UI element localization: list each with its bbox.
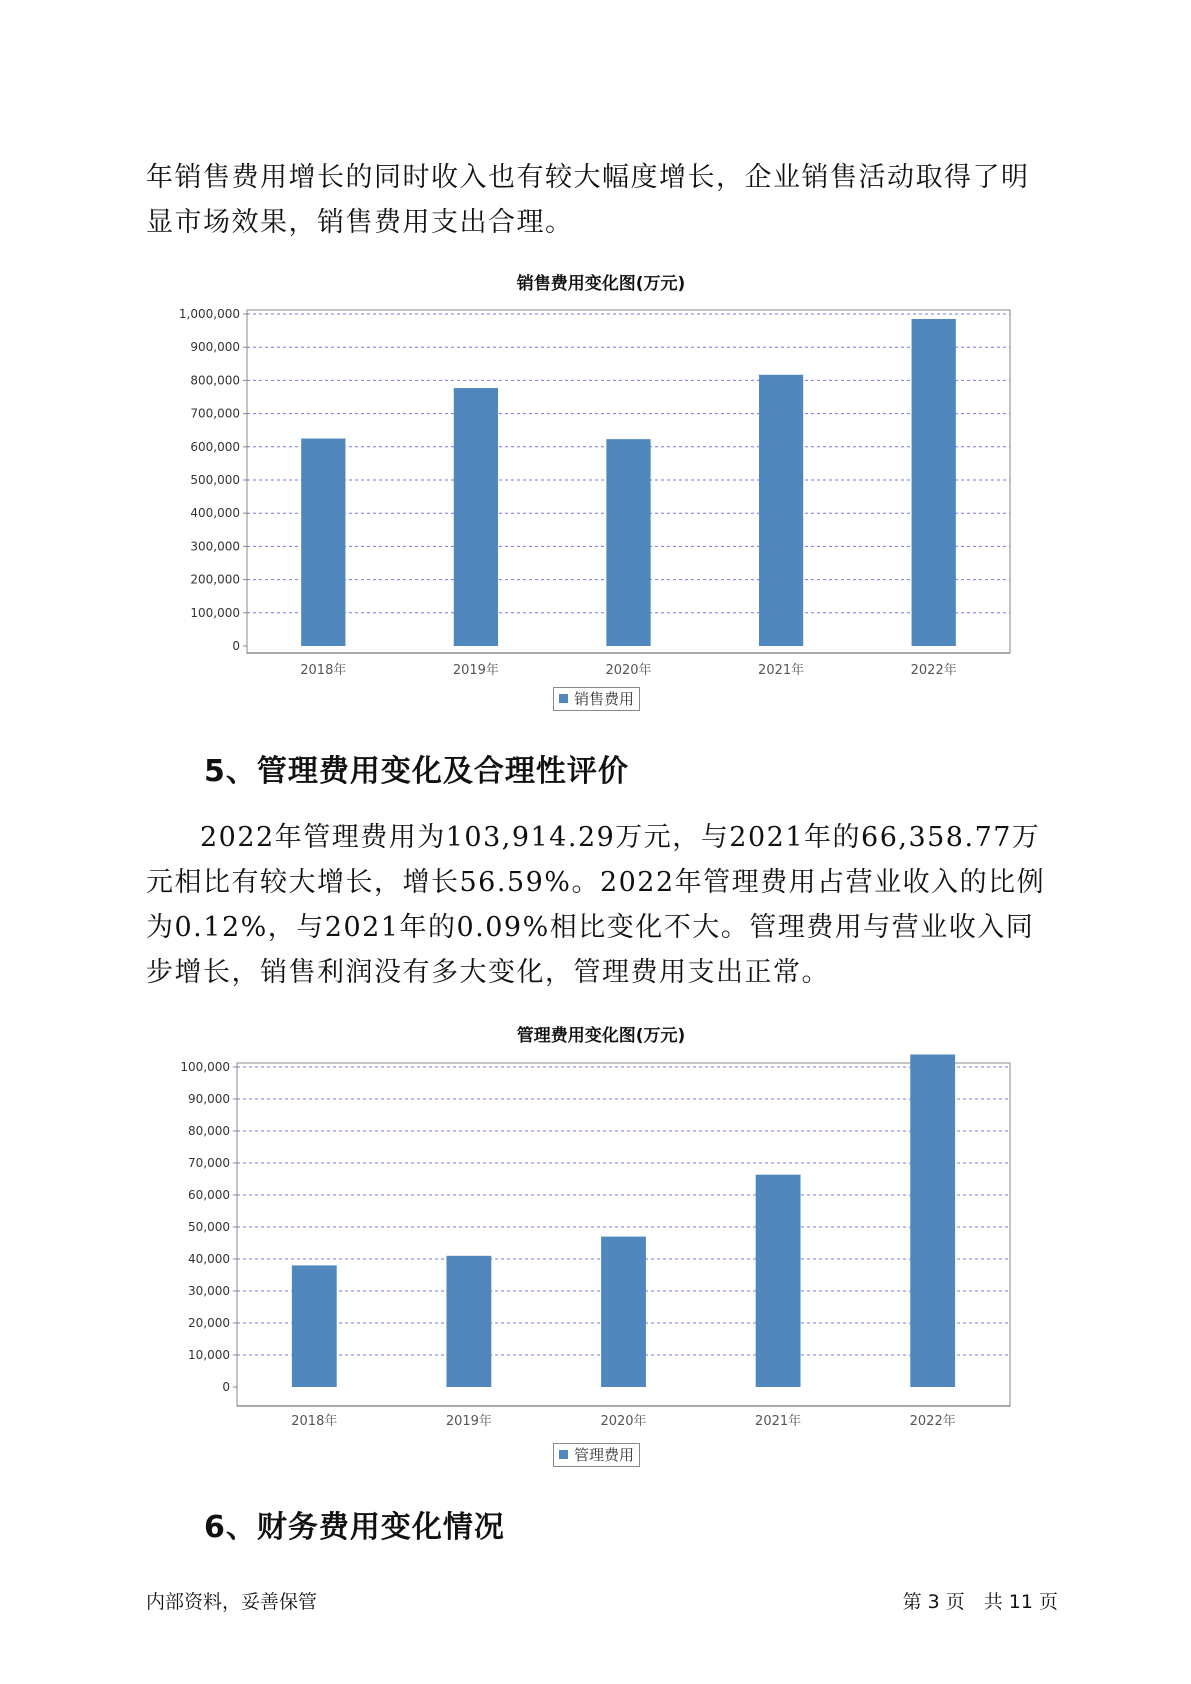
x-tick-label: 2022年 xyxy=(909,1414,956,1429)
legend-label: 销售费用 xyxy=(574,690,635,708)
y-tick-label: 200,000 xyxy=(190,572,240,587)
x-tick-label: 2022年 xyxy=(910,663,957,678)
legend-swatch xyxy=(559,694,568,703)
bar xyxy=(756,1175,801,1387)
bar xyxy=(292,1265,337,1387)
y-tick-label: 900,000 xyxy=(190,340,240,355)
x-tick-label: 2021年 xyxy=(755,1414,802,1429)
section-5-heading: 5、管理费用变化及合理性评价 xyxy=(204,754,629,789)
y-tick-label: 0 xyxy=(232,639,240,653)
y-tick-label: 90,000 xyxy=(188,1092,230,1106)
y-tick-label: 60,000 xyxy=(188,1188,230,1202)
y-tick-label: 30,000 xyxy=(188,1284,230,1298)
bar xyxy=(910,1054,955,1387)
bar xyxy=(454,388,498,646)
x-tick-label: 2019年 xyxy=(452,663,499,678)
y-tick-label: 70,000 xyxy=(188,1156,230,1170)
y-tick-label: 1,000,000 xyxy=(178,307,240,321)
bar xyxy=(759,375,803,646)
y-tick-label: 10,000 xyxy=(188,1348,230,1362)
y-tick-label: 100,000 xyxy=(180,1060,230,1074)
x-tick-label: 2021年 xyxy=(758,663,805,678)
footer-confidential-note: 内部资料，妥善保管 xyxy=(146,1591,318,1613)
y-tick-label: 400,000 xyxy=(190,506,240,521)
bar xyxy=(606,439,650,646)
legend-label: 管理费用 xyxy=(574,1446,635,1464)
bar xyxy=(912,319,956,646)
section-5-paragraph: 2022年管理费用为103,914.29万元，与2021年的66,358.77万元相比有较大增长，增长56.59%。2022年管理费用占营业收入的比例为0.12%，与2021年的0.09%相比变化不大。管理费用与营业收入同步增长，销售利润没有多大变化，管理费用支出正常。 xyxy=(146,822,1046,988)
legend-swatch xyxy=(559,1450,568,1459)
sales-expense-chart xyxy=(150,300,1020,684)
x-tick-label: 2019年 xyxy=(445,1414,492,1429)
y-tick-label: 20,000 xyxy=(188,1316,230,1330)
x-tick-label: 2018年 xyxy=(300,663,347,678)
intro-paragraph: 年销售费用增长的同时收入也有较大幅度增长，企业销售活动取得了明显市场效果，销售费用支出合理。 xyxy=(146,162,1030,238)
bar xyxy=(601,1237,646,1387)
chart-legend xyxy=(553,687,640,711)
y-tick-label: 50,000 xyxy=(188,1220,230,1234)
chart-legend xyxy=(553,1443,640,1467)
x-tick-label: 2020年 xyxy=(605,663,652,678)
y-tick-label: 800,000 xyxy=(190,373,240,388)
x-tick-label: 2020年 xyxy=(600,1414,647,1429)
y-tick-label: 80,000 xyxy=(188,1124,230,1138)
y-tick-label: 600,000 xyxy=(190,439,240,454)
y-tick-label: 40,000 xyxy=(188,1252,230,1266)
admin-expense-chart-title: 管理费用变化图(万元) xyxy=(516,1026,686,1046)
section-6-heading: 6、财务费用变化情况 xyxy=(204,1510,505,1545)
sales-expense-chart-title: 销售费用变化图(万元) xyxy=(516,274,686,294)
x-tick-label: 2018年 xyxy=(291,1414,338,1429)
y-tick-label: 500,000 xyxy=(190,473,240,487)
y-tick-label: 0 xyxy=(222,1380,230,1394)
y-tick-label: 300,000 xyxy=(190,539,240,554)
y-tick-label: 100,000 xyxy=(190,605,240,620)
admin-expense-chart xyxy=(150,1053,1020,1443)
footer-page-number: 第 3 页 共 11 页 xyxy=(902,1591,1058,1613)
bar xyxy=(301,439,345,647)
bar xyxy=(446,1256,491,1387)
y-tick-label: 700,000 xyxy=(190,406,240,421)
